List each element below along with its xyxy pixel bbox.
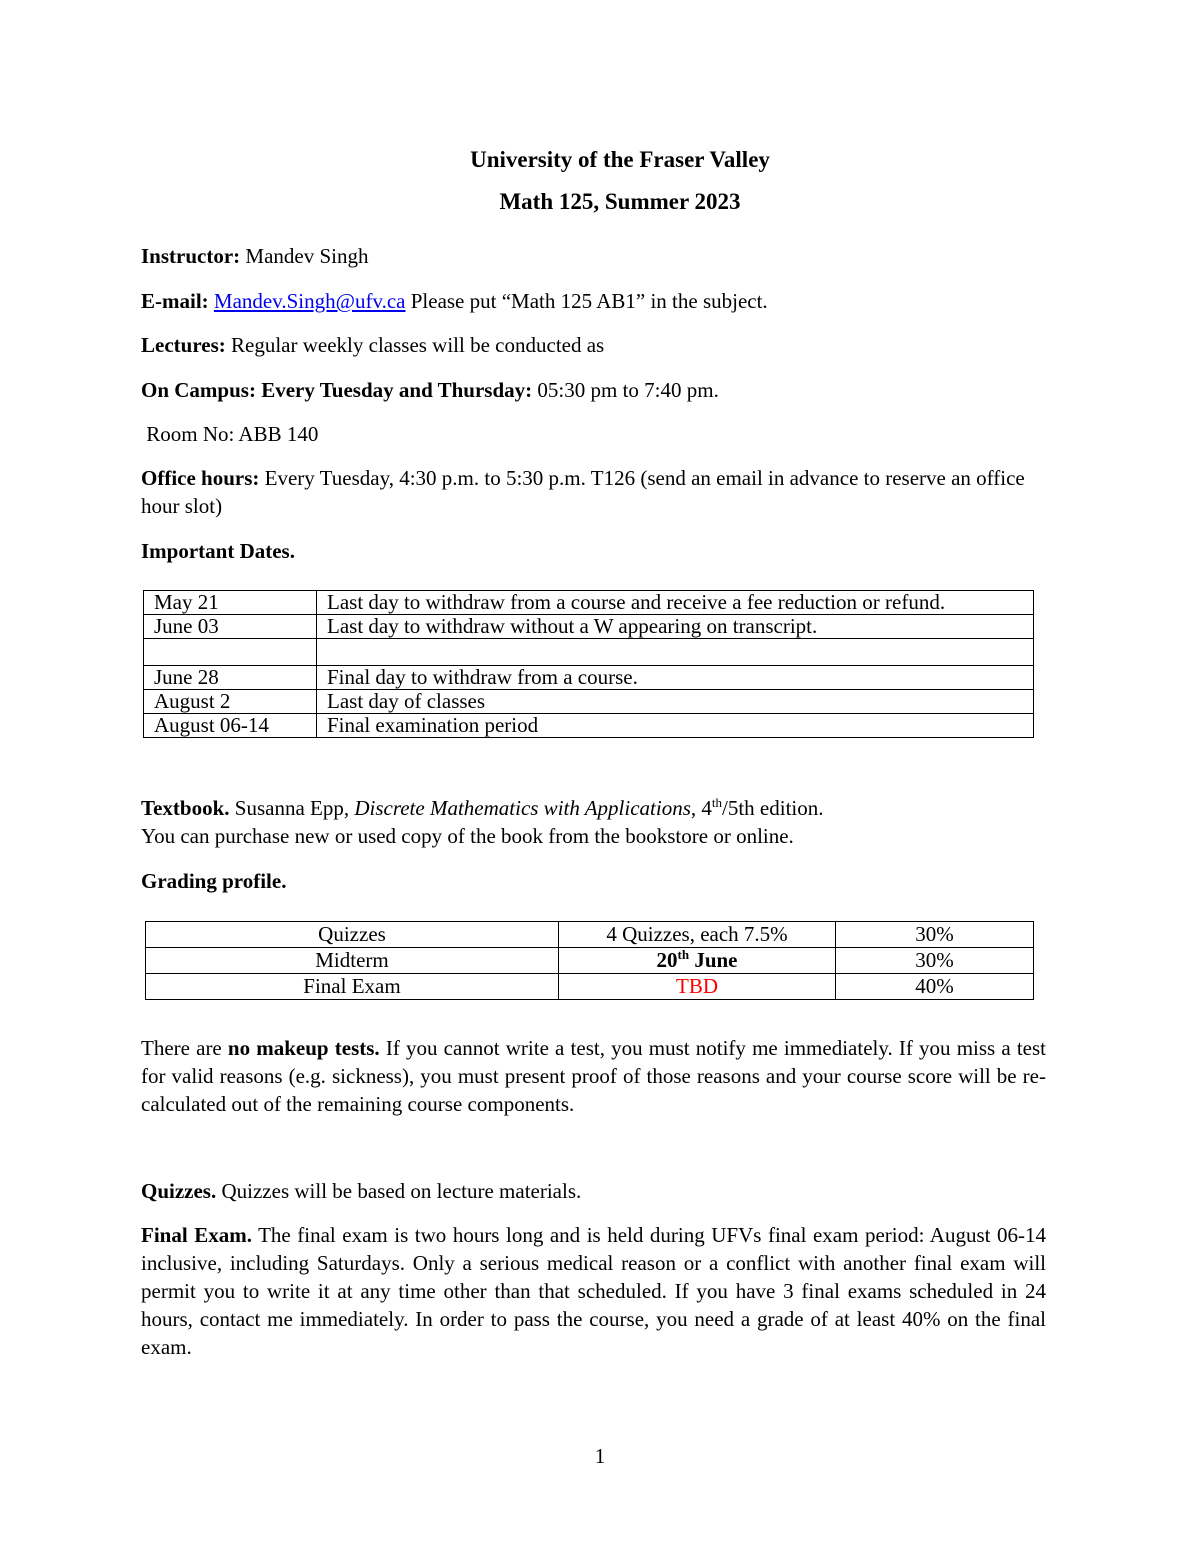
table-row (146, 922, 1034, 948)
grade-weight-cell: 30% (836, 922, 1034, 948)
textbook-label: Textbook. (141, 796, 230, 820)
makeup-paragraph (141, 1034, 1046, 1118)
grading-table (145, 921, 1034, 1000)
midterm-date-day: 20 (656, 948, 678, 972)
email-link[interactable]: Mandev.Singh@ufv.ca (213, 289, 406, 313)
event-cell: Final day to withdraw from a course. (317, 666, 1034, 690)
table-row (144, 615, 1034, 639)
university-title: University of the Fraser Valley (470, 147, 770, 172)
email-line (141, 287, 1051, 315)
email-note: Please put “Math 125 AB1” in the subject. (405, 289, 768, 313)
table-row (146, 974, 1034, 1000)
table-row (144, 591, 1034, 615)
event-cell (317, 639, 1034, 666)
final-exam-paragraph (141, 1221, 1046, 1361)
quizzes-line (141, 1177, 1051, 1205)
textbook-purchase-line: You can purchase new or used copy of the book from the bookstore or online. (141, 824, 794, 848)
event-cell: Last day of classes (317, 690, 1034, 714)
grade-weight-cell: 40% (836, 974, 1034, 1000)
on-campus-time: 05:30 pm to 7:40 pm. (532, 378, 719, 402)
grade-detail-cell: 4 Quizzes, each 7.5% (559, 922, 836, 948)
quizzes-text: Quizzes will be based on lecture materials. (216, 1179, 582, 1203)
textbook-edition-sup: th (711, 795, 723, 810)
final-exam-text: The final exam is two hours long and is held during UFVs final exam period: August 06-14 inclusive, including Saturdays. Only a serious medical reason or a conflict with another final exam will permit you to write it at any time other than that scheduled. If you have 3 final exams scheduled in 24 hours, contact me immediately. In order to pass the course, you need a grade of at least 40% on the final exam. (141, 1223, 1046, 1359)
table-row (144, 666, 1034, 690)
lectures-label: Lectures: (141, 333, 226, 357)
email-label: E-mail: (141, 289, 209, 313)
page-number: 1 (594, 1444, 606, 1468)
date-cell (144, 639, 317, 666)
grade-item-cell: Midterm (146, 948, 559, 974)
table-row (144, 690, 1034, 714)
grade-item-cell: Quizzes (146, 922, 559, 948)
makeup-pre: There are (141, 1036, 228, 1060)
date-cell: June 28 (144, 666, 317, 690)
office-hours-text: Every Tuesday, 4:30 p.m. to 5:30 p.m. T126 (send an email in advance to reserve an office hour slot) (141, 466, 1025, 518)
grade-detail-cell (559, 948, 836, 974)
date-cell: August 2 (144, 690, 317, 714)
grade-weight-cell: 30% (836, 948, 1034, 974)
important-dates-heading: Important Dates. (141, 539, 295, 563)
textbook-author: Susanna Epp, (229, 796, 355, 820)
course-title: Math 125, Summer 2023 (499, 189, 741, 214)
event-cell: Last day to withdraw from a course and receive a fee reduction or refund. (317, 591, 1034, 615)
textbook-title: Discrete Mathematics with Applications (354, 796, 691, 820)
date-cell: May 21 (144, 591, 317, 615)
event-cell: Final examination period (317, 714, 1034, 738)
textbook-line (141, 794, 1051, 822)
on-campus-label: On Campus: Every Tuesday and Thursday: (141, 378, 533, 402)
date-cell: June 03 (144, 615, 317, 639)
instructor-label: Instructor: (141, 244, 241, 268)
quizzes-label: Quizzes. (141, 1179, 217, 1203)
important-dates-table (143, 590, 1034, 738)
date-cell: August 06-14 (144, 714, 317, 738)
event-cell: Last day to withdraw without a W appearing on transcript. (317, 615, 1034, 639)
lectures-text: Regular weekly classes will be conducted as (225, 333, 605, 357)
textbook-edition-post: /5th edition. (722, 796, 824, 820)
on-campus-line (141, 376, 1051, 404)
instructor-line (141, 242, 1051, 270)
midterm-date-month: June (689, 948, 738, 972)
midterm-date-sup: th (677, 947, 690, 962)
grade-detail-cell: TBD (559, 974, 836, 1000)
table-row (144, 639, 1034, 666)
textbook-edition: , 4 (690, 796, 712, 820)
final-exam-label: Final Exam. (141, 1223, 252, 1247)
grade-item-cell: Final Exam (146, 974, 559, 1000)
instructor-name: Mandev Singh (240, 244, 369, 268)
makeup-bold: no makeup tests. (227, 1036, 380, 1060)
office-hours-paragraph (141, 464, 1046, 520)
grading-heading: Grading profile. (141, 869, 287, 893)
table-row (144, 714, 1034, 738)
office-hours-label: Office hours: (141, 466, 260, 490)
lectures-line (141, 331, 1051, 359)
makeup-post: If you cannot write a test, you must notify me immediately. If you miss a test for valid reasons (e.g. sickness), you must present proof of those reasons and your course score will be re-calculated out of the remaining course components. (141, 1036, 1047, 1116)
table-row (146, 948, 1034, 974)
room-line: Room No: ABB 140 (141, 422, 319, 446)
